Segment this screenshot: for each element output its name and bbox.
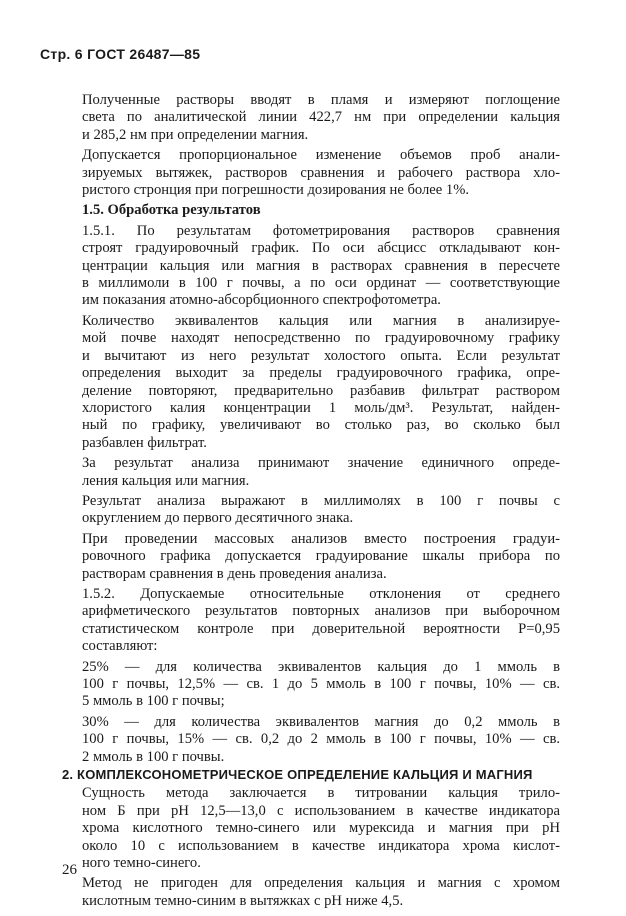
text-line: около 10 с использованием в качестве индикатора хрома кислот- bbox=[82, 837, 560, 854]
text-line: ного темно-синего. bbox=[82, 855, 201, 872]
paragraph-2a bbox=[62, 785, 560, 872]
text-line: хлористого калия концентрации 1 моль/дм³. Результат, найден- bbox=[82, 399, 560, 416]
text-line: мой почве находят непосредственно по градуировочному графику bbox=[82, 330, 560, 347]
text-line: 30% — для количества эквивалентов магния до 0,2 ммоль в bbox=[82, 713, 560, 730]
text-line: округлением до первого десятичного знака. bbox=[82, 510, 354, 527]
text-line: Полученные растворы вводят в пламя и измеряют поглощение bbox=[82, 92, 560, 108]
text-line: 2 ммоль в 100 г почвы. bbox=[82, 748, 225, 765]
text-line: Количество эквивалентов кальция или магния в анализируе- bbox=[82, 312, 560, 329]
section-heading-2: 2. КОМПЛЕКСОНОМЕТРИЧЕСКОЕ ОПРЕДЕЛЕНИЕ КАЛЬЦИЯ И МАГНИЯ bbox=[62, 767, 533, 783]
text-line: За результат анализа принимают значение единичного опреде- bbox=[82, 455, 560, 472]
text-line: хрома кислотного темно-синего или мурексида и магния при pH bbox=[82, 820, 560, 837]
text-line: 1.5.1. По результатам фотометрирования растворов сравнения bbox=[82, 222, 560, 239]
paragraph-2b bbox=[62, 875, 560, 910]
text-line: растворам сравнения в день проведения анализа. bbox=[82, 565, 387, 582]
text-line: и вычитают из него результат холостого опыта. Если результат bbox=[82, 347, 560, 364]
paragraph-25-percent bbox=[62, 659, 560, 711]
text-line: им показания атомно-абсорбционного спектрофотометра. bbox=[82, 292, 441, 309]
text-line: Сущность метода заключается в титровании кальция трило- bbox=[82, 785, 560, 802]
text-line: центрации кальция или магния в растворах сравнения в пересчете bbox=[82, 257, 560, 274]
text-line: Допускается пропорциональное изменение объемов проб анали- bbox=[82, 147, 560, 164]
text-line: 25% — для количества эквивалентов кальция до 1 ммоль в bbox=[82, 658, 560, 675]
text-line: строят градуировочный график. По оси абсцисс откладывают кон- bbox=[82, 240, 560, 257]
text-line: 1.5.2. Допускаемые относительные отклонения от среднего bbox=[82, 585, 560, 602]
text-line: 100 г почвы, 15% — св. 0,2 до 2 ммоль в 100 г почвы, 10% — св. bbox=[82, 731, 560, 748]
text-line: 100 г почвы, 12,5% — св. 1 до 5 ммоль в 100 г почвы, 10% — св. bbox=[82, 676, 560, 692]
paragraph-30-percent bbox=[62, 714, 560, 766]
text-line: При проведении массовых анализов вместо построения градуи- bbox=[82, 530, 560, 547]
text-line: и 285,2 нм при определении магния. bbox=[82, 126, 309, 143]
text-line: составляют: bbox=[82, 638, 158, 655]
text-line: ления кальция или магния. bbox=[82, 472, 250, 489]
paragraph bbox=[62, 92, 560, 144]
paragraph-1-5-2 bbox=[62, 586, 560, 656]
paragraph bbox=[62, 493, 560, 528]
section-heading-1-5: 1.5. Обработка результатов bbox=[82, 202, 261, 219]
page-number: 26 bbox=[62, 862, 77, 878]
text-line: разбавлен фильтрат. bbox=[82, 434, 207, 451]
text-line: Метод не пригоден для определения кальция и магния с хромом bbox=[82, 875, 560, 892]
text-line: 5 ммоль в 100 г почвы; bbox=[82, 693, 225, 710]
paragraph bbox=[62, 313, 560, 452]
text-line: арифметического результатов повторных анализов при выборочном bbox=[82, 603, 560, 620]
text-line: ный по графику, увеличивают во столько раз, во сколько был bbox=[82, 417, 560, 434]
paragraph bbox=[62, 147, 560, 199]
text-line: деление повторяют, предварительно разбавив фильтрат раствором bbox=[82, 382, 560, 399]
body-text bbox=[62, 92, 560, 913]
text-line: Результат анализа выражают в миллимолях в 100 г почвы с bbox=[82, 492, 560, 509]
paragraph-1-5-1 bbox=[62, 223, 560, 310]
text-line: статистическом контроле при доверительной вероятности P=0,95 bbox=[82, 620, 560, 637]
page-header: Стр. 6 ГОСТ 26487—85 bbox=[40, 46, 201, 62]
text-line: определения выходит за пределы градуировочного графика, опре- bbox=[82, 365, 560, 382]
paragraph bbox=[62, 455, 560, 490]
text-line: света по аналитической линии 422,7 нм при определении кальция bbox=[82, 109, 560, 126]
text-line: кислотным темно-синим в вытяжках с pH ниже 4,5. bbox=[82, 892, 404, 909]
paragraph bbox=[62, 531, 560, 583]
text-line: ном Б при pH 12,5—13,0 с использованием в качестве индикатора bbox=[82, 802, 560, 819]
text-line: ристого стронция при погрешности дозирования не более 1%. bbox=[82, 182, 470, 199]
text-line: зируемых вытяжек, растворов сравнения и рабочего раствора хло- bbox=[82, 164, 560, 181]
text-line: в миллимоли в 100 г почвы, а по оси ординат — соответствующие bbox=[82, 275, 560, 292]
text-line: ровочного графика допускается градуирование шкалы прибора по bbox=[82, 548, 560, 565]
